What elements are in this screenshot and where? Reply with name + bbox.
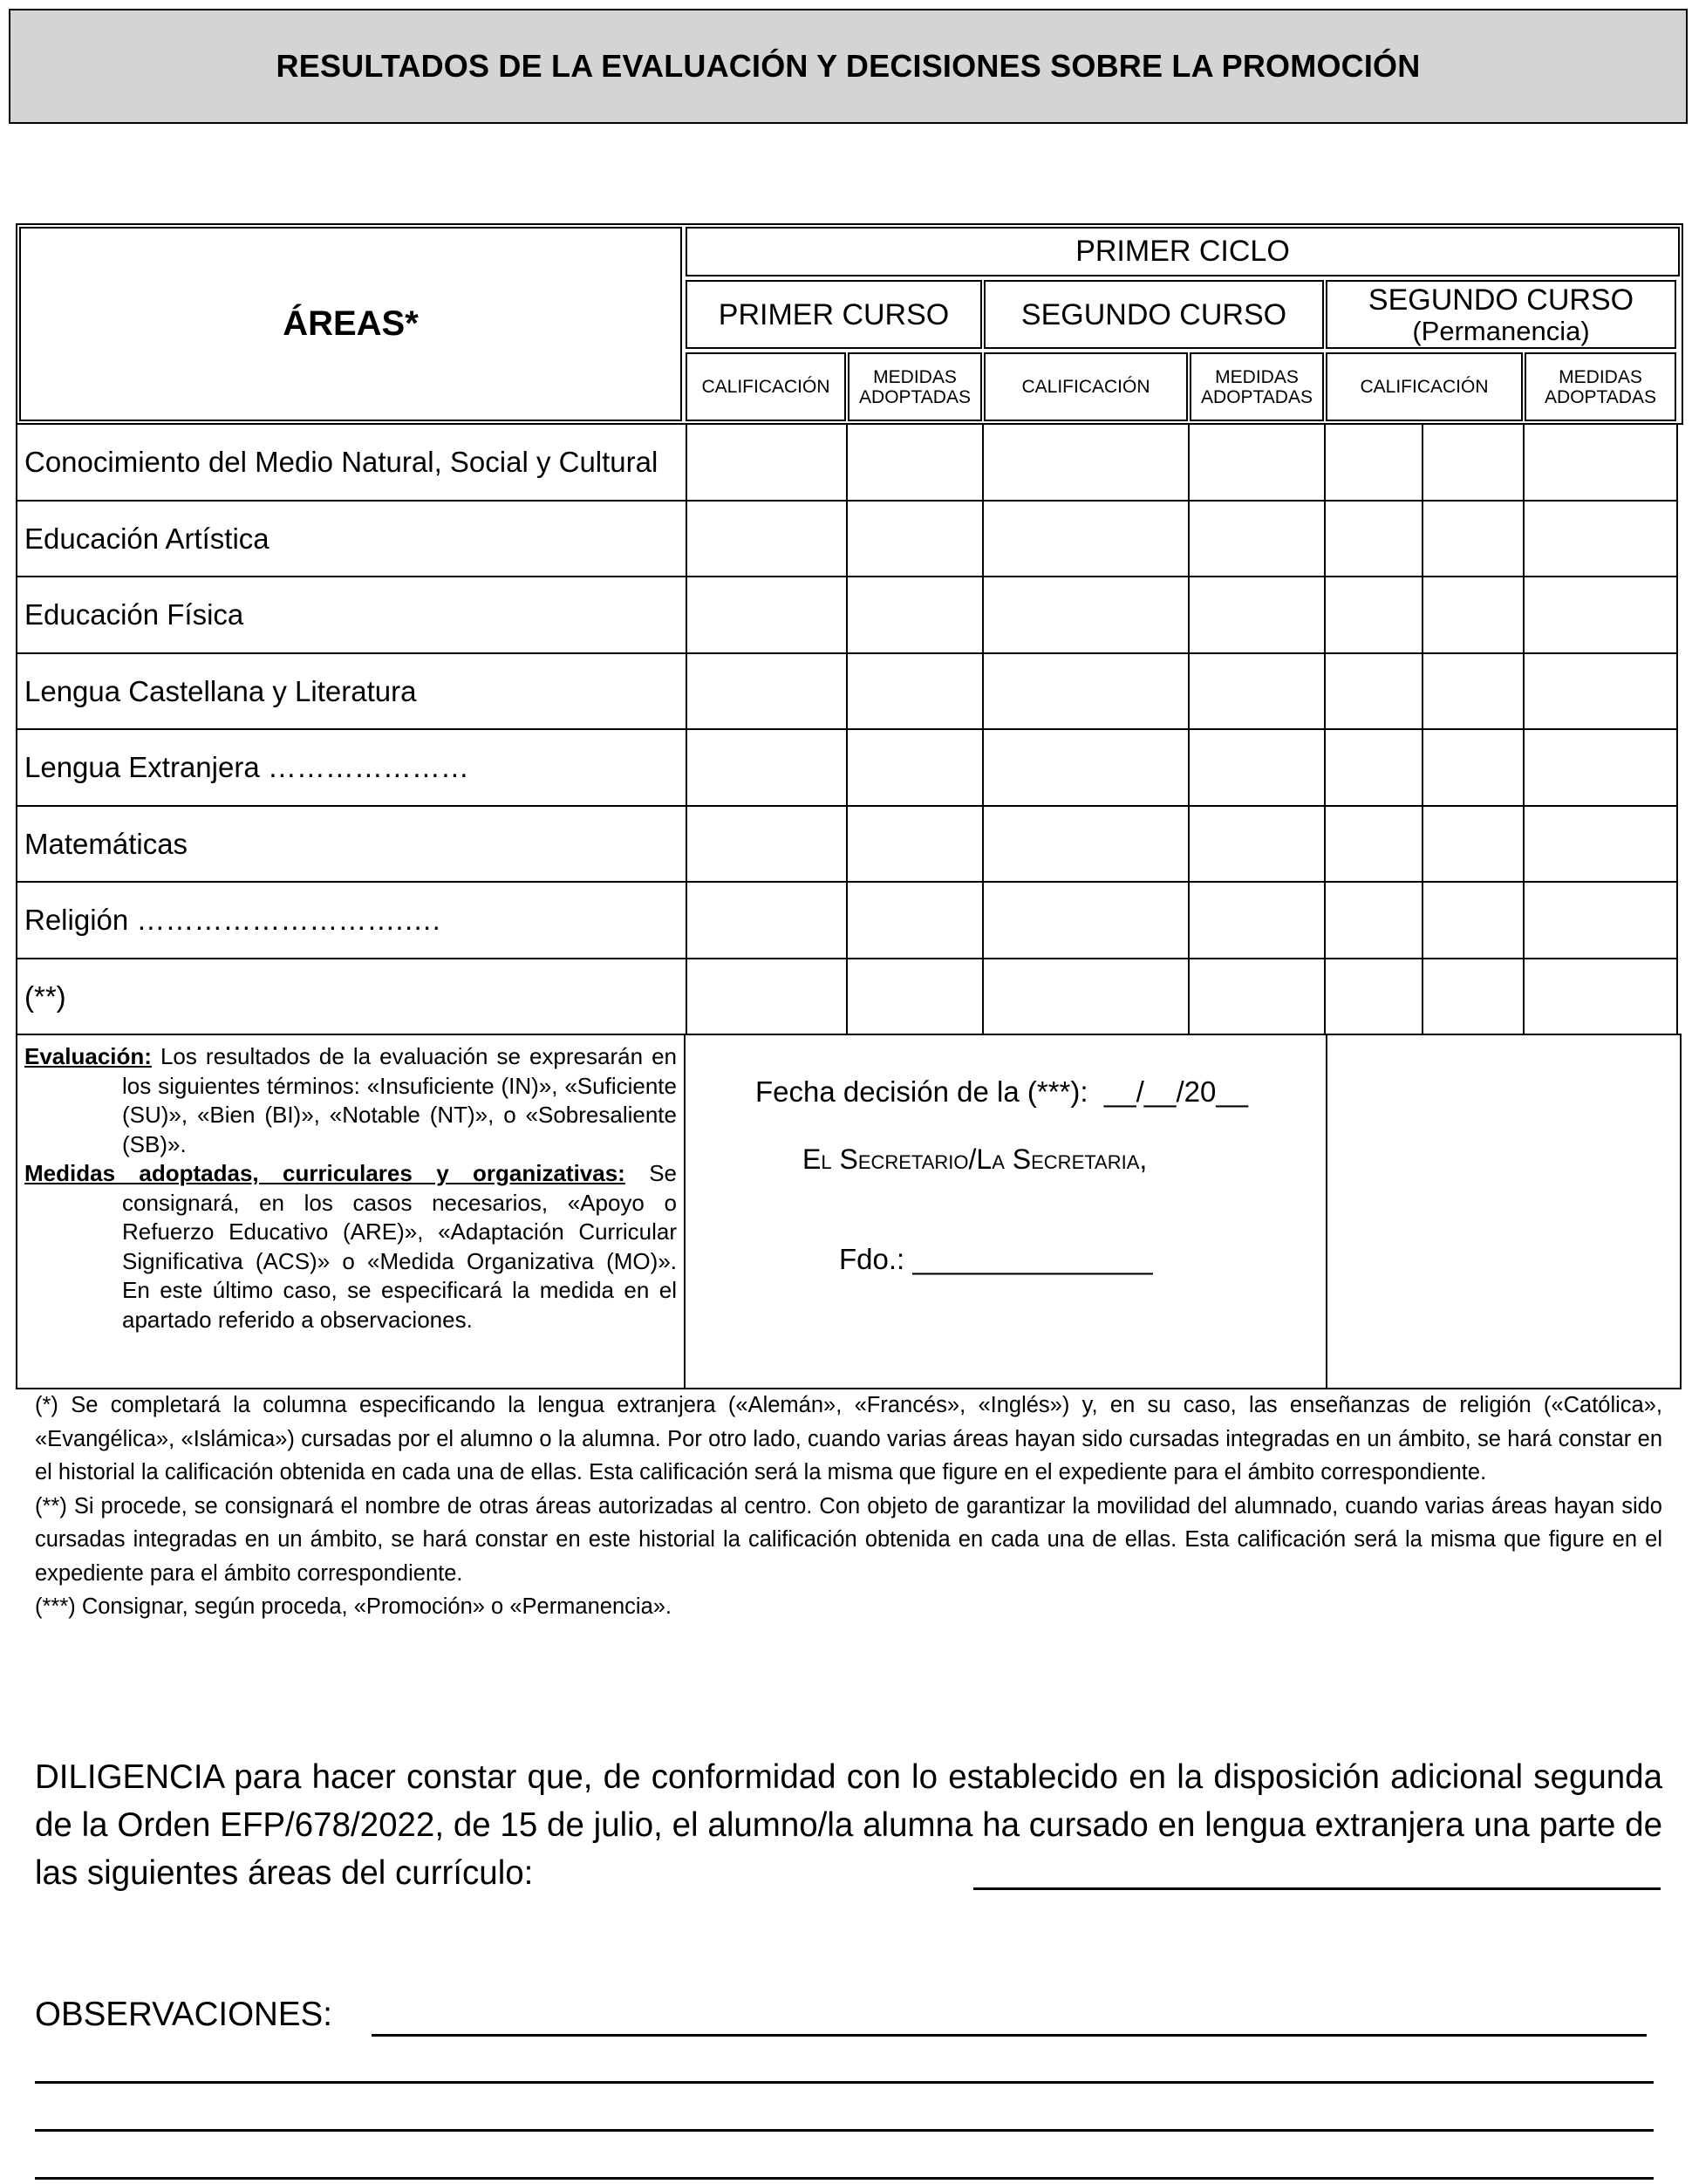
legend-evaluacion-title: Evaluación: [24, 1043, 152, 1069]
areas-header-label: ÁREAS* [283, 304, 419, 343]
course-header-1 [686, 280, 982, 349]
course-header-2-label: SEGUNDO CURSO [1020, 297, 1287, 331]
footnote-1: (*) Se completará la columna especificando la lengua extranjera («Alemán», «Francés», «Inglés») y, en su caso, las enseñanzas de religión («Católica», «Evangélica», «Islámica») cursadas por el alumno o la alumna. Por otro lado, cuando varias áreas hayan sido cursadas integradas en un ámbito, se hará constar en el historial la calificación obtenida en cada una de ellas. Esta calificación será la misma que figure en el expediente para el ámbito correspondiente. [35, 1393, 1662, 1484]
grade-cell[interactable] [1188, 652, 1326, 730]
subheader-medidas-3 [1525, 352, 1676, 421]
subheader-medidas-2-line2: ADOPTADAS [1201, 386, 1313, 407]
observaciones-line-3[interactable] [35, 2129, 1654, 2132]
grade-cell[interactable] [1188, 423, 1326, 502]
area-row-label: Lengua Extranjera ………………… [16, 728, 687, 807]
legend-box [16, 1034, 686, 1389]
grade-cell[interactable] [982, 652, 1190, 730]
footnote-3: (***) Consignar, según proceda, «Promoción» o «Permanencia». [35, 1594, 672, 1619]
legend-evaluacion [24, 1042, 677, 1159]
subheader-medidas-3-line2: ADOPTADAS [1545, 386, 1656, 407]
subheader-medidas-3-line1: MEDIDAS [1559, 366, 1642, 387]
subheader-calificacion-3-label: CALIFICACIÓN [1360, 377, 1489, 397]
grade-cell[interactable] [686, 576, 848, 654]
grade-cell[interactable] [846, 500, 984, 577]
grade-cell[interactable] [846, 576, 984, 654]
grade-cell[interactable] [846, 423, 984, 502]
area-row-label: Religión ……………………….…. [16, 881, 687, 959]
course-header-2 [984, 280, 1324, 349]
grade-cell[interactable] [846, 652, 984, 730]
grade-cell[interactable] [846, 958, 984, 1035]
secretario-label: El Secretario/La Secretaria, [802, 1143, 1148, 1175]
observaciones-line-1[interactable] [372, 2034, 1647, 2037]
grade-cell[interactable] [1523, 500, 1678, 577]
grade-cell[interactable] [1188, 728, 1326, 807]
grade-cell[interactable] [982, 500, 1190, 577]
grade-cell[interactable] [1422, 423, 1525, 502]
course-header-3-sublabel: (Permanencia) [1412, 315, 1590, 346]
area-row-label: (**) [16, 958, 687, 1035]
grade-cell[interactable] [1324, 500, 1423, 577]
subheader-calificacion-1-label: CALIFICACIÓN [701, 377, 830, 397]
grade-cell[interactable] [982, 728, 1190, 807]
course-header-3-label: SEGUNDO CURSO [1368, 283, 1634, 317]
area-row-label: Educación Física [16, 576, 687, 654]
subheader-medidas-1-line1: MEDIDAS [873, 366, 957, 387]
grade-cell[interactable] [1422, 576, 1525, 654]
grade-cell[interactable] [1422, 652, 1525, 730]
diligencia-answer-line[interactable] [973, 1887, 1661, 1890]
cycle-header-label: PRIMER CICLO [1075, 235, 1290, 268]
subheader-calificacion-3 [1326, 352, 1523, 421]
area-row-label: Lengua Castellana y Literatura [16, 652, 687, 730]
grade-cell[interactable] [686, 958, 848, 1035]
grade-cell[interactable] [1188, 500, 1326, 577]
course-header-1-label: PRIMER CURSO [718, 297, 950, 331]
footnotes [35, 1389, 1662, 1624]
subheader-calificacion-1 [686, 352, 846, 421]
grade-cell[interactable] [686, 881, 848, 959]
grade-cell[interactable] [982, 881, 1190, 959]
page-title-banner [9, 9, 1688, 124]
grade-cell[interactable] [1188, 805, 1326, 883]
grade-cell[interactable] [982, 576, 1190, 654]
grade-cell[interactable] [1523, 958, 1678, 1035]
grade-cell[interactable] [846, 805, 984, 883]
grade-cell[interactable] [1188, 881, 1326, 959]
grade-cell[interactable] [686, 728, 848, 807]
area-row-label: Conocimiento del Medio Natural, Social y Cultural [16, 423, 687, 502]
subheader-medidas-1 [848, 352, 982, 421]
grade-cell[interactable] [1324, 958, 1423, 1035]
grade-cell[interactable] [1422, 500, 1525, 577]
grade-cell[interactable] [1324, 881, 1423, 959]
observaciones-line-2[interactable] [35, 2081, 1654, 2084]
cycle-header [686, 227, 1680, 276]
grade-cell[interactable] [1422, 728, 1525, 807]
grade-cell[interactable] [686, 423, 848, 502]
diligencia-text: DILIGENCIA para hacer constar que, de conformidad con lo establecido en la disposición adicional segunda de la Orden EFP/678/2022, de 15 de julio, el alumno/la alumna ha cursado en lengua extranjera una parte de las siguientes áreas del currículo: [35, 1758, 1662, 1892]
grade-cell[interactable] [1324, 423, 1423, 502]
subheader-medidas-1-line2: ADOPTADAS [859, 386, 971, 407]
grade-cell[interactable] [1523, 881, 1678, 959]
area-row-label: Matemáticas [16, 805, 687, 883]
subheader-calificacion-2-label: CALIFICACIÓN [1021, 377, 1150, 397]
subheader-medidas-2-line1: MEDIDAS [1215, 366, 1299, 387]
signature-box [684, 1034, 1327, 1389]
grade-cell[interactable] [1523, 652, 1678, 730]
legend-evaluacion-text: Los resultados de la evaluación se expresarán en los siguientes términos: «Insuficiente (IN)», «Suficiente (SU)», «Bien (BI)», «Notable (NT)», o «Sobresaliente (SB)». [122, 1043, 677, 1157]
stamp-box [1326, 1034, 1682, 1389]
page-title: RESULTADOS DE LA EVALUACIÓN Y DECISIONES SOBRE LA PROMOCIÓN [276, 48, 1421, 84]
grade-cell[interactable] [846, 881, 984, 959]
firma-field[interactable]: Fdo.: _______________ [839, 1243, 1153, 1275]
subheader-medidas-2 [1190, 352, 1324, 421]
legend-medidas-text: Se consignará, en los casos necesarios, «Apoyo o Refuerzo Educativo (ARE)», «Adaptación Curricular Significativa (ACS)» o «Medida Organizativa (MO)». En este último caso, se especificará la medida en el apartado referido a observaciones. [122, 1160, 677, 1333]
grade-cell[interactable] [686, 652, 848, 730]
grade-cell[interactable] [1422, 881, 1525, 959]
grade-cell[interactable] [1324, 805, 1423, 883]
grade-cell[interactable] [846, 728, 984, 807]
area-row-label: Educación Artística [16, 500, 687, 577]
grade-cell[interactable] [1422, 958, 1525, 1035]
grade-cell[interactable] [686, 805, 848, 883]
course-header-3 [1326, 280, 1676, 349]
grade-cell[interactable] [1523, 576, 1678, 654]
grade-cell[interactable] [1188, 958, 1326, 1035]
footnote-2: (**) Si procede, se consignará el nombre de otras áreas autorizadas al centro. Con objeto de garantizar la movilidad del alumnado, cuando varias áreas hayan sido cursadas integradas en un ámbito, se hará constar en este historial la calificación obtenida en cada una de ellas. Esta calificación será la misma que figure en el expediente para el ámbito correspondiente. [35, 1493, 1662, 1586]
diligencia-paragraph [35, 1753, 1662, 1897]
observaciones-line-4[interactable] [35, 2177, 1654, 2180]
grade-cell[interactable] [1523, 805, 1678, 883]
grade-cell[interactable] [1523, 728, 1678, 807]
grade-cell[interactable] [1324, 728, 1423, 807]
areas-header [19, 227, 682, 421]
legend-medidas-title: Medidas adoptadas, curriculares y organizativas: [24, 1160, 625, 1186]
grade-cell[interactable] [982, 805, 1190, 883]
subheader-calificacion-2 [984, 352, 1188, 421]
grade-cell[interactable] [1324, 576, 1423, 654]
legend-medidas [24, 1159, 677, 1334]
grade-cell[interactable] [982, 958, 1190, 1035]
grade-cell[interactable] [1324, 652, 1423, 730]
grade-cell[interactable] [1188, 576, 1326, 654]
grade-cell[interactable] [1523, 423, 1678, 502]
fecha-decision[interactable]: Fecha decisión de la (***): __/__/20__ [755, 1075, 1249, 1108]
grade-cell[interactable] [1422, 805, 1525, 883]
grade-cell[interactable] [982, 423, 1190, 502]
observaciones-label: OBSERVACIONES: [35, 1996, 332, 2033]
grade-cell[interactable] [686, 500, 848, 577]
